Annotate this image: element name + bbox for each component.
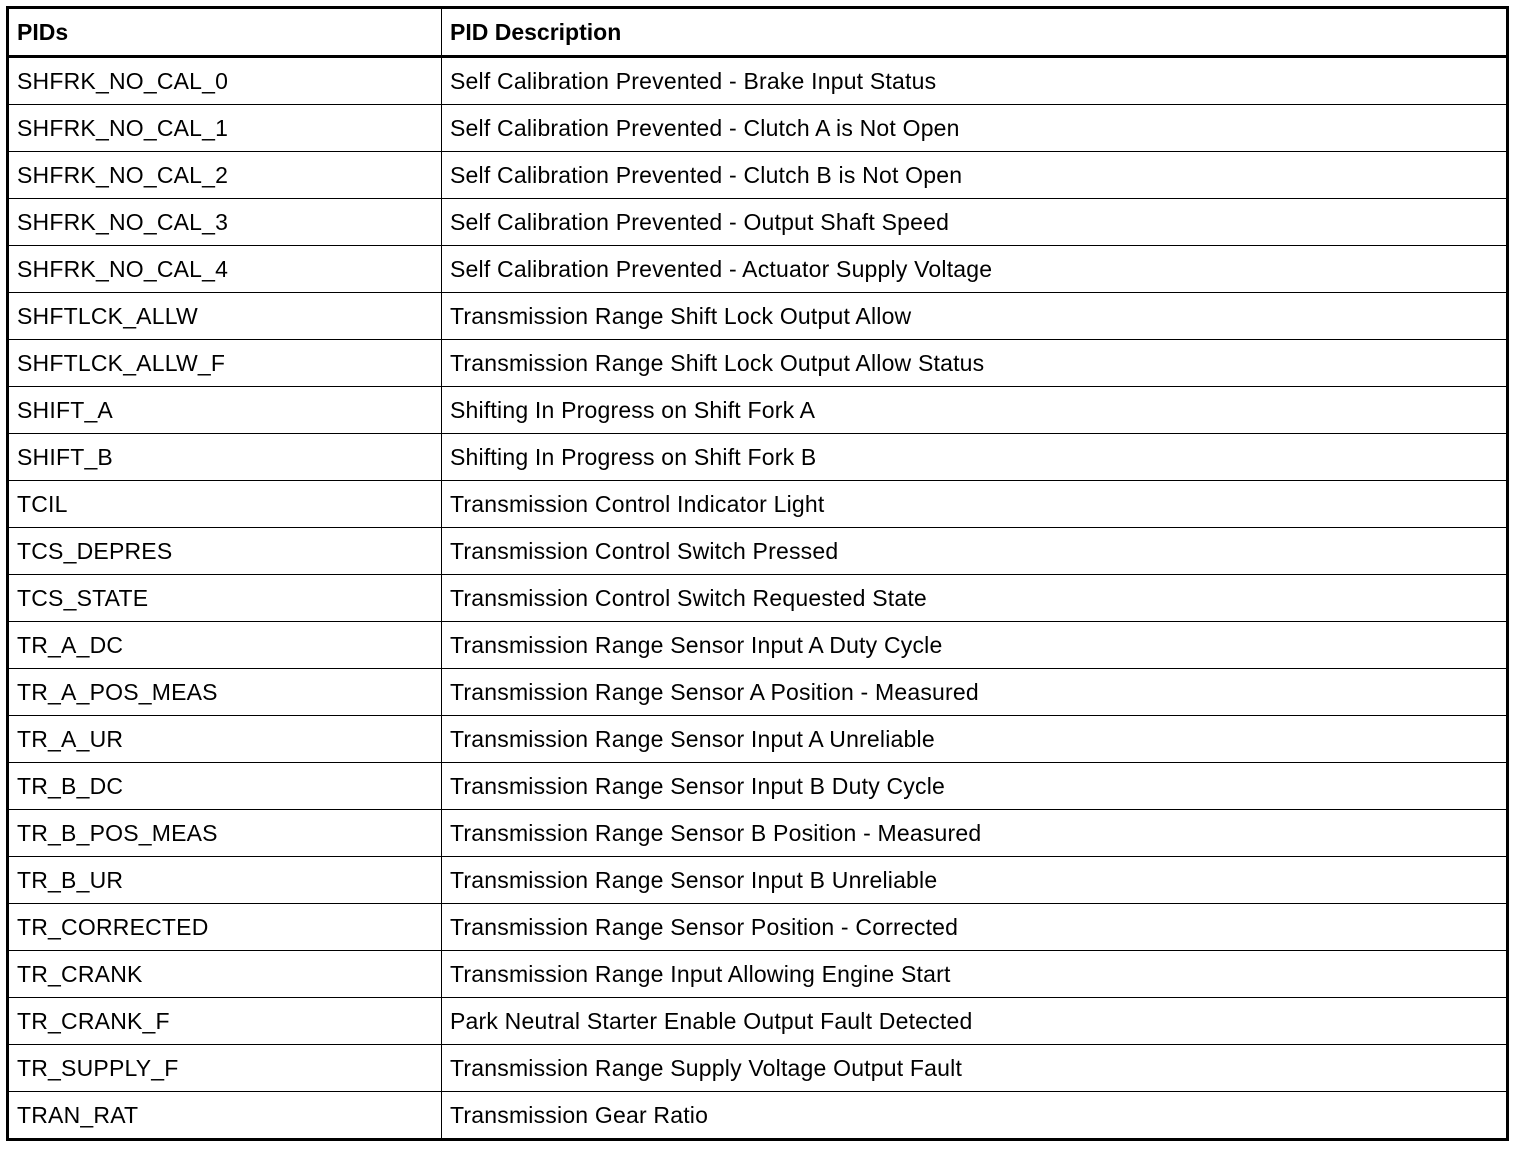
pid-cell: TR_CORRECTED bbox=[8, 904, 442, 951]
table-row bbox=[8, 434, 1508, 481]
pid-description-cell: Transmission Range Sensor Position - Corrected bbox=[442, 904, 1508, 951]
pid-cell: SHIFT_B bbox=[8, 434, 442, 481]
pid-cell: TCS_STATE bbox=[8, 575, 442, 622]
table-row bbox=[8, 622, 1508, 669]
pid-description-cell: Transmission Gear Ratio bbox=[442, 1092, 1508, 1140]
table-header bbox=[8, 8, 1508, 57]
table-row bbox=[8, 246, 1508, 293]
table-row bbox=[8, 528, 1508, 575]
table-row bbox=[8, 481, 1508, 528]
pid-cell: TR_A_DC bbox=[8, 622, 442, 669]
table-row bbox=[8, 1092, 1508, 1140]
pid-cell: SHFTLCK_ALLW_F bbox=[8, 340, 442, 387]
pid-cell: TR_A_UR bbox=[8, 716, 442, 763]
table-row bbox=[8, 998, 1508, 1045]
table-row bbox=[8, 904, 1508, 951]
table-row bbox=[8, 716, 1508, 763]
pid-cell: TR_B_UR bbox=[8, 857, 442, 904]
table-row bbox=[8, 951, 1508, 998]
pid-cell: SHFRK_NO_CAL_4 bbox=[8, 246, 442, 293]
pid-cell: TR_A_POS_MEAS bbox=[8, 669, 442, 716]
pid-description-cell: Self Calibration Prevented - Brake Input Status bbox=[442, 57, 1508, 105]
pid-description-cell: Shifting In Progress on Shift Fork A bbox=[442, 387, 1508, 434]
pid-cell: TR_B_DC bbox=[8, 763, 442, 810]
table-row bbox=[8, 199, 1508, 246]
pid-cell: TRAN_RAT bbox=[8, 1092, 442, 1140]
pid-cell: TR_B_POS_MEAS bbox=[8, 810, 442, 857]
table-body bbox=[8, 57, 1508, 1140]
pid-cell: TR_CRANK_F bbox=[8, 998, 442, 1045]
pid-description-cell: Transmission Range Input Allowing Engine Start bbox=[442, 951, 1508, 998]
pid-description-cell: Self Calibration Prevented - Actuator Supply Voltage bbox=[442, 246, 1508, 293]
pid-description-cell: Transmission Range Sensor Input A Duty Cycle bbox=[442, 622, 1508, 669]
table-row bbox=[8, 387, 1508, 434]
table-row bbox=[8, 57, 1508, 105]
pid-description-cell: Transmission Range Sensor B Position - Measured bbox=[442, 810, 1508, 857]
pid-description-cell: Transmission Range Shift Lock Output Allow bbox=[442, 293, 1508, 340]
pid-table bbox=[6, 6, 1509, 1141]
pid-cell: SHFTLCK_ALLW bbox=[8, 293, 442, 340]
pid-description-cell: Transmission Control Indicator Light bbox=[442, 481, 1508, 528]
header-row bbox=[8, 8, 1508, 57]
pid-description-cell: Self Calibration Prevented - Output Shaft Speed bbox=[442, 199, 1508, 246]
pid-description-cell: Transmission Control Switch Pressed bbox=[442, 528, 1508, 575]
column-header-pid-description: PID Description bbox=[442, 8, 1508, 57]
pid-description-cell: Shifting In Progress on Shift Fork B bbox=[442, 434, 1508, 481]
pid-description-cell: Transmission Range Sensor Input B Unreliable bbox=[442, 857, 1508, 904]
pid-cell: TR_CRANK bbox=[8, 951, 442, 998]
table-row bbox=[8, 293, 1508, 340]
pid-description-cell: Transmission Control Switch Requested State bbox=[442, 575, 1508, 622]
pid-description-cell: Transmission Range Sensor Input A Unreliable bbox=[442, 716, 1508, 763]
table-row bbox=[8, 669, 1508, 716]
table-row bbox=[8, 105, 1508, 152]
table-row bbox=[8, 575, 1508, 622]
pid-description-cell: Park Neutral Starter Enable Output Fault Detected bbox=[442, 998, 1508, 1045]
pid-cell: SHFRK_NO_CAL_2 bbox=[8, 152, 442, 199]
pid-cell: SHFRK_NO_CAL_0 bbox=[8, 57, 442, 105]
pid-cell: TR_SUPPLY_F bbox=[8, 1045, 442, 1092]
pid-description-cell: Transmission Range Shift Lock Output Allow Status bbox=[442, 340, 1508, 387]
table-row bbox=[8, 1045, 1508, 1092]
column-header-pids: PIDs bbox=[8, 8, 442, 57]
table-row bbox=[8, 152, 1508, 199]
pid-description-cell: Self Calibration Prevented - Clutch A is Not Open bbox=[442, 105, 1508, 152]
pid-description-cell: Transmission Range Supply Voltage Output Fault bbox=[442, 1045, 1508, 1092]
pid-cell: SHFRK_NO_CAL_1 bbox=[8, 105, 442, 152]
table-row bbox=[8, 810, 1508, 857]
pid-description-cell: Transmission Range Sensor A Position - Measured bbox=[442, 669, 1508, 716]
table-row bbox=[8, 763, 1508, 810]
pid-cell: TCS_DEPRES bbox=[8, 528, 442, 575]
table-row bbox=[8, 857, 1508, 904]
table-row bbox=[8, 340, 1508, 387]
pid-cell: TCIL bbox=[8, 481, 442, 528]
pid-cell: SHIFT_A bbox=[8, 387, 442, 434]
pid-description-cell: Self Calibration Prevented - Clutch B is Not Open bbox=[442, 152, 1508, 199]
pid-description-cell: Transmission Range Sensor Input B Duty Cycle bbox=[442, 763, 1508, 810]
pid-cell: SHFRK_NO_CAL_3 bbox=[8, 199, 442, 246]
